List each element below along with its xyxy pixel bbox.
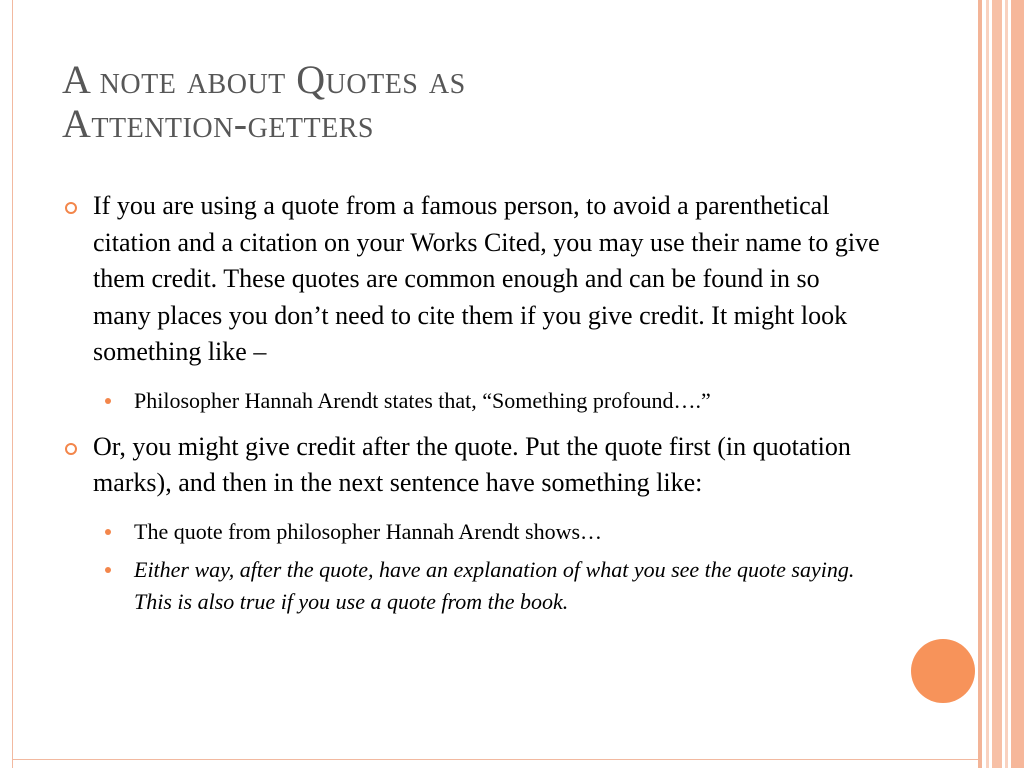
stripe	[1011, 0, 1024, 768]
stripe	[986, 0, 989, 768]
bullet-text: If you are using a quote from a famous person, to avoid a parenthetical citation and a citation on your Works Cited, you may use their name to give them credit. These quotes are common enough and can be found in so many places you don’t need to cite them if you give credit. It might look something like –	[93, 191, 880, 366]
decorative-circle	[911, 639, 975, 703]
slide-title-line2: Attention-getters	[62, 101, 374, 146]
frame-bottom-line	[12, 759, 978, 760]
stripe	[1005, 0, 1008, 768]
bullet-item	[62, 429, 882, 502]
frame-left-line	[12, 0, 13, 768]
stripe	[978, 0, 982, 768]
slide-title-line1: A note about Quotes as	[62, 57, 466, 102]
bullet-item	[62, 188, 882, 371]
subbullet-text: Philosopher Hannah Arendt states that, “Something profound….”	[134, 387, 711, 413]
bullet-dot-icon	[105, 529, 111, 535]
subbullet-item	[62, 385, 882, 417]
bullet-dot-icon	[105, 398, 111, 404]
subbullet-item	[62, 516, 882, 548]
slide-title	[62, 58, 922, 146]
decorative-stripes	[978, 0, 1024, 768]
bullet-ring-icon	[65, 443, 77, 455]
bullet-text: Or, you might give credit after the quote. Put the quote first (in quotation marks), and then in the next sentence have something like:	[93, 431, 851, 497]
subbullet-text: The quote from philosopher Hannah Arendt shows…	[134, 518, 603, 544]
bullet-dot-icon	[105, 567, 111, 573]
subbullet-item	[62, 554, 882, 618]
stripe	[992, 0, 1002, 768]
slide-content	[62, 188, 882, 622]
bullet-ring-icon	[65, 202, 77, 214]
subbullet-text: Either way, after the quote, have an explanation of what you see the quote saying. This is also true if you use a quote from the book.	[134, 556, 855, 614]
